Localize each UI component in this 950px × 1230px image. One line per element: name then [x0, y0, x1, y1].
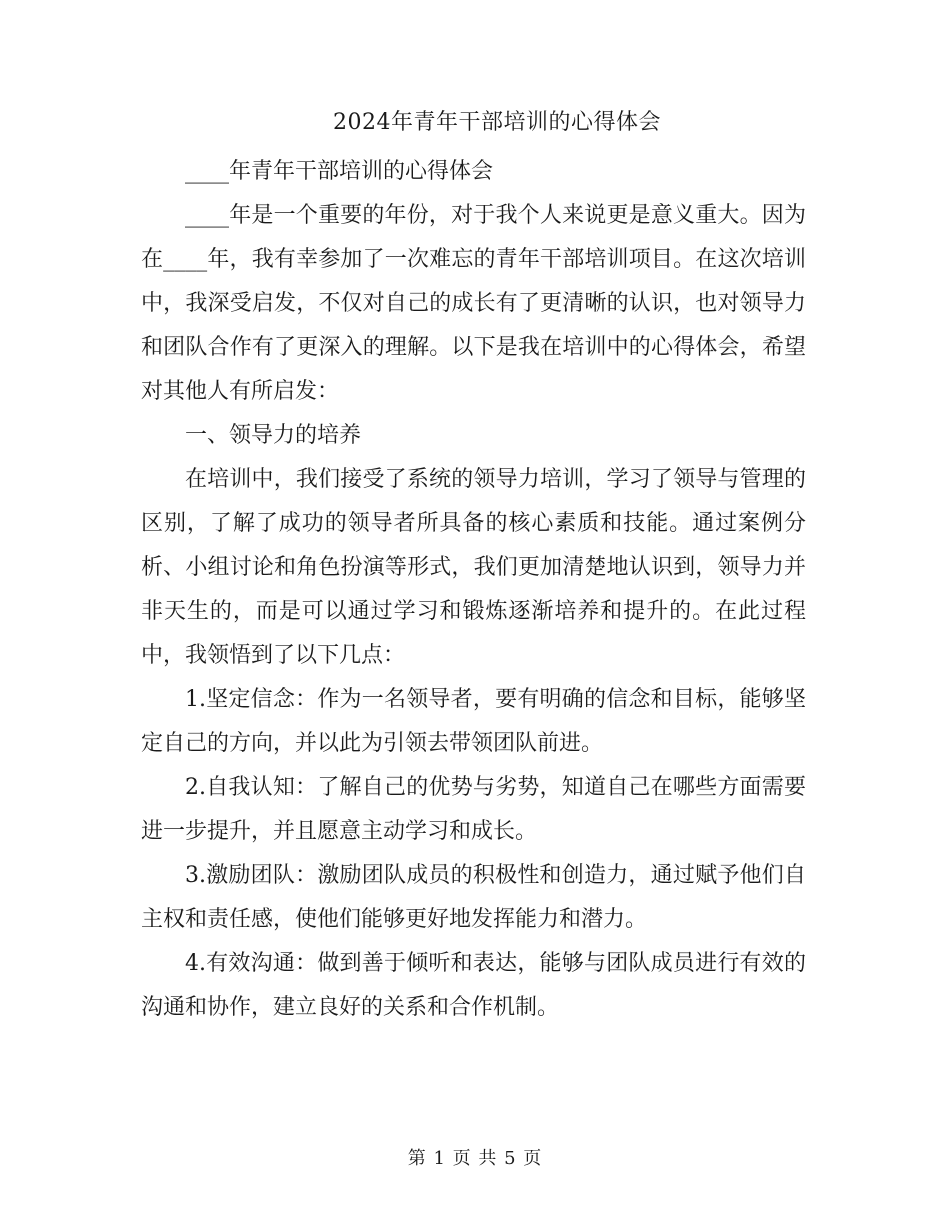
page-number-footer: 第 1 页 共 5 页 — [407, 1148, 543, 1169]
paragraph-intro: ____年是一个重要的年份，对于我个人来说更是意义重大。因为在____年，我有幸参加了一次难忘的青年干部培训项目。在这次培训中，我深受启发，不仅对自己的成长有了更清晰的认识，也对领导力和团队合作有了更深入的理解。以下是我在培训中的心得体会，希望对其他人有所启发： — [141, 203, 806, 404]
list-item-motivate-team: 3.激励团队：激励团队成员的积极性和创造力，通过赋予他们自主权和责任感，使他们能够更好地发挥能力和潜力。 — [141, 863, 806, 932]
document-title: 2024年青年干部培训的心得体会 — [333, 110, 661, 135]
section-heading-leadership: 一、领导力的培养 — [185, 423, 362, 448]
paragraph-leadership-training: 在培训中，我们接受了系统的领导力培训，学习了领导与管理的区别，了解了成功的领导者所具备的核心素质和技能。通过案例分析、小组讨论和角色扮演等形式，我们更加清楚地认识到，领导力并非天生的，而是可以通过学习和锻炼逐渐培养和提升的。在此过程中，我领悟到了以下几点： — [141, 467, 806, 668]
document-body — [141, 150, 806, 1030]
list-item-effective-communication: 4.有效沟通：做到善于倾听和表达，能够与团队成员进行有效的沟通和协作，建立良好的关系和合作机制。 — [141, 951, 806, 1020]
list-item-firm-belief: 1.坚定信念：作为一名领导者，要有明确的信念和目标，能够坚定自己的方向，并以此为引领去带领团队前进。 — [141, 687, 806, 756]
paragraph-subtitle: ____年青年干部培训的心得体会 — [185, 159, 494, 184]
list-item-self-awareness: 2.自我认知：了解自己的优势与劣势，知道自己在哪些方面需要进一步提升，并且愿意主动学习和成长。 — [141, 775, 806, 844]
